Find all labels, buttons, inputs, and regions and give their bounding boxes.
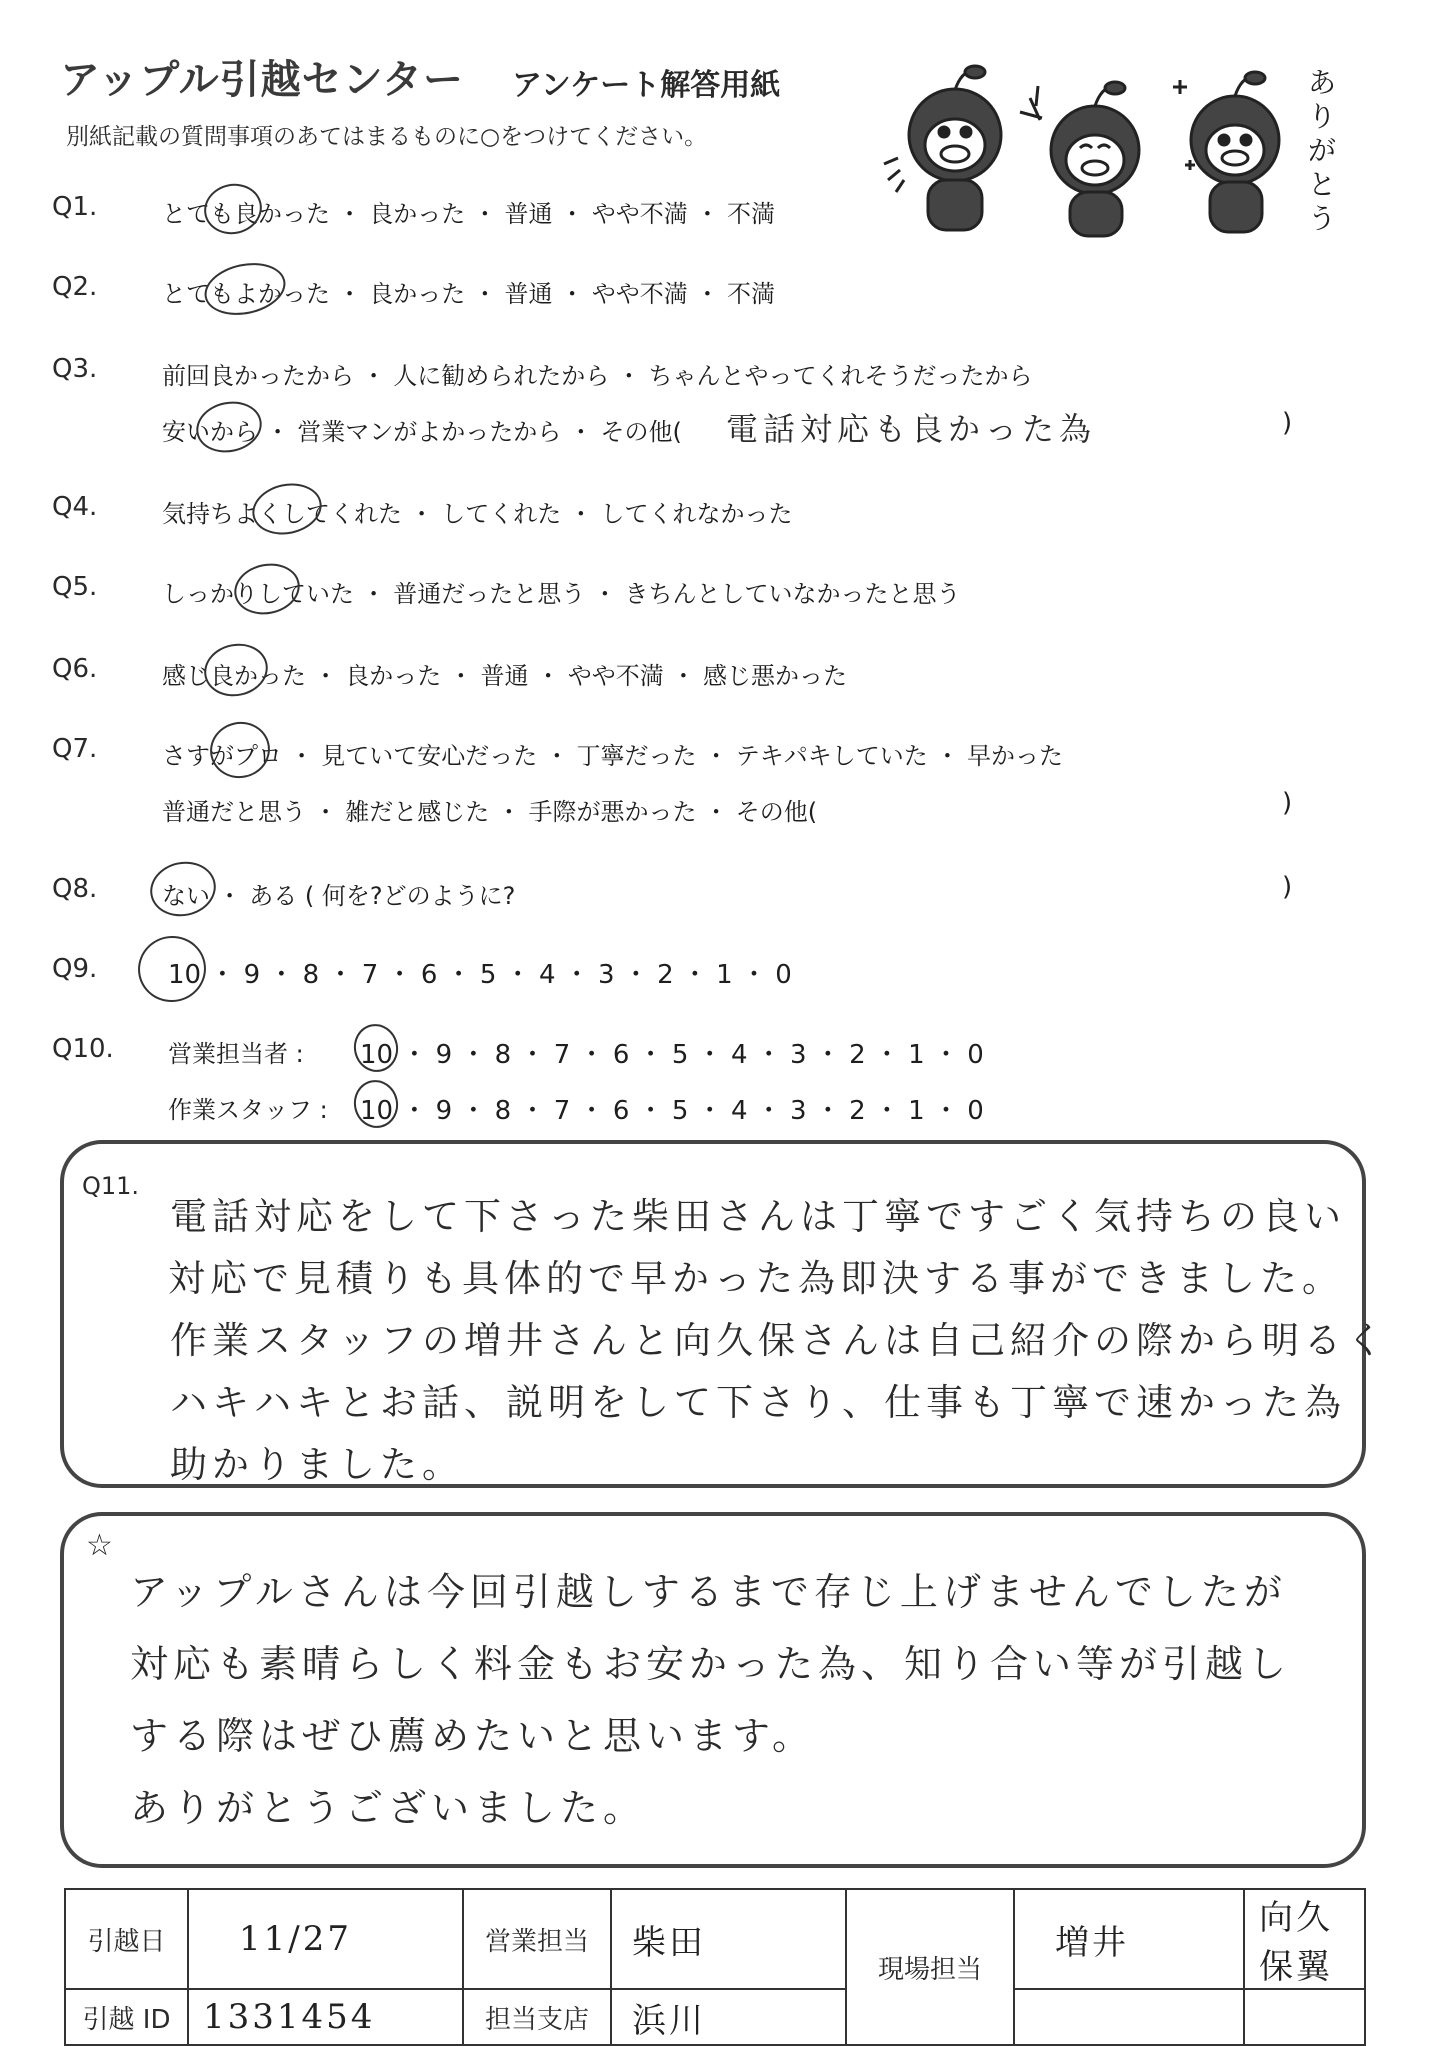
q9-answer-circle bbox=[132, 930, 212, 1009]
star-line: 対応も素晴らしく料金もお安かった為、知り合い等が引越し bbox=[130, 1642, 1292, 1686]
instruction-text: 別紙記載の質問事項のあてはまるものに○をつけてください。 bbox=[66, 124, 708, 150]
mascot-caption: ありがとう bbox=[1308, 66, 1337, 235]
q11-line: 助かりました。 bbox=[170, 1443, 464, 1486]
q6-answer-circle bbox=[199, 638, 272, 702]
q8-label: Q8. bbox=[52, 874, 98, 904]
q3-options-line1: 前回良かったから ・ 人に勧められたから ・ ちゃんとやってくれそうだったから bbox=[162, 362, 1033, 390]
q8-answer-circle bbox=[145, 856, 221, 923]
branch-label: 担当支店 bbox=[463, 1989, 611, 2045]
q3-other-handwritten: 電話対応も良かった為 bbox=[726, 410, 1097, 448]
star-label: ☆ bbox=[86, 1528, 113, 1563]
company-title: アップル引越センター bbox=[60, 57, 464, 103]
q3-answer-circle bbox=[192, 396, 267, 459]
q9-scale: 10 ・ 9 ・ 8 ・ 7 ・ 6 ・ 5 ・ 4 ・ 3 ・ 2 ・ 1 ・ 0 bbox=[168, 960, 792, 990]
star-line: する際はぜひ薦めたいと思います。 bbox=[130, 1714, 815, 1758]
q5-label: Q5. bbox=[52, 572, 98, 602]
star-line: ありがとうございました。 bbox=[130, 1786, 647, 1830]
q5-options: しっかりしていた ・ 普通だったと思う ・ きちんとしていなかったと思う bbox=[162, 580, 961, 608]
q6-label: Q6. bbox=[52, 654, 98, 684]
q11-line: 作業スタッフの増井さんと向久保さんは自己紹介の際から明るく bbox=[170, 1319, 1388, 1362]
move-date-label: 引越日 bbox=[65, 1889, 188, 1989]
q11-handwritten-comment bbox=[170, 1186, 1388, 1496]
q10-label: Q10. bbox=[52, 1034, 114, 1064]
site-staff-empty-2 bbox=[1244, 1989, 1365, 2045]
q1-answer-circle bbox=[199, 179, 266, 240]
footer-info-table bbox=[64, 1888, 1366, 2046]
q5-answer-circle bbox=[230, 558, 305, 621]
q2-options: とてもよかった ・ 良かった ・ 普通 ・ やや不満 ・ 不満 bbox=[162, 280, 776, 308]
q1-options: とても良かった ・ 良かった ・ 普通 ・ やや不満 ・ 不満 bbox=[162, 200, 776, 228]
q4-label: Q4. bbox=[52, 492, 98, 522]
q2-label: Q2. bbox=[52, 272, 98, 302]
q10-sales-scale: 10 ・ 9 ・ 8 ・ 7 ・ 6 ・ 5 ・ 4 ・ 3 ・ 2 ・ 1 ・ 0 bbox=[360, 1040, 984, 1070]
site-staff-empty-1 bbox=[1014, 1989, 1244, 2045]
move-id-label: 引越 ID bbox=[65, 1989, 188, 2045]
q6-options: 感じ良かった ・ 良かった ・ 普通 ・ やや不満 ・ 感じ悪かった bbox=[162, 662, 848, 690]
q2-answer-circle bbox=[200, 256, 291, 322]
star-line: アップルさんは今回引越しするまで存じ上げませんでしたが bbox=[130, 1570, 1287, 1614]
q4-answer-circle bbox=[248, 477, 327, 540]
q3-close-paren: ) bbox=[1282, 408, 1293, 438]
q7-options-line1: さすがプロ ・ 見ていて安心だった ・ 丁寧だった ・ テキパキしていた ・ 早かった bbox=[162, 742, 1064, 770]
q8-close-paren: ) bbox=[1282, 872, 1293, 902]
q7-label: Q7. bbox=[52, 734, 98, 764]
q9-label: Q9. bbox=[52, 954, 98, 984]
branch-value: 浜川 bbox=[611, 1989, 846, 2045]
q10-sales-label: 営業担当者 : bbox=[168, 1040, 304, 1068]
site-staff-1: 増井 bbox=[1014, 1889, 1244, 1989]
site-staff-label: 現場担当 bbox=[846, 1889, 1014, 2045]
q7-close-paren: ) bbox=[1282, 788, 1293, 818]
q10-staff-label: 作業スタッフ : bbox=[168, 1096, 328, 1124]
q11-line: ハキハキとお話、説明をして下さり、仕事も丁寧で速かった為 bbox=[170, 1381, 1346, 1424]
q7-answer-circle bbox=[205, 716, 275, 783]
move-date-value: 11/27 bbox=[188, 1889, 463, 1989]
form-subtitle: アンケート解答用紙 bbox=[512, 68, 781, 103]
q3-label: Q3. bbox=[52, 354, 98, 384]
q1-label: Q1. bbox=[52, 192, 98, 222]
move-id-value: 1331454 bbox=[188, 1989, 463, 2045]
q7-options-line2: 普通だと思う ・ 雑だと感じた ・ 手際が悪かった ・ その他( bbox=[162, 798, 818, 826]
sales-rep-label: 営業担当 bbox=[463, 1889, 611, 1989]
q3-options-line2: 安いから ・ 営業マンがよかったから ・ その他( bbox=[162, 418, 682, 446]
q4-options: 気持ちよくしてくれた ・ してくれた ・ してくれなかった bbox=[162, 500, 793, 528]
site-staff-2: 向久保翼 bbox=[1244, 1889, 1365, 1989]
star-handwritten-comment bbox=[130, 1556, 1291, 1844]
q11-line: 電話対応をして下さった柴田さんは丁寧ですごく気持ちの良い bbox=[170, 1195, 1346, 1238]
sales-rep-value: 柴田 bbox=[611, 1889, 846, 1989]
q11-line: 対応で見積りも具体的で早かった為即決する事ができました。 bbox=[168, 1257, 1344, 1300]
q11-label: Q11. bbox=[82, 1172, 140, 1200]
mascot-monkeys-illustration bbox=[880, 50, 1340, 240]
q10-staff-scale: 10 ・ 9 ・ 8 ・ 7 ・ 6 ・ 5 ・ 4 ・ 3 ・ 2 ・ 1 ・ 0 bbox=[360, 1096, 984, 1126]
q8-options: ない ・ ある ( 何を?どのように? bbox=[162, 882, 516, 910]
